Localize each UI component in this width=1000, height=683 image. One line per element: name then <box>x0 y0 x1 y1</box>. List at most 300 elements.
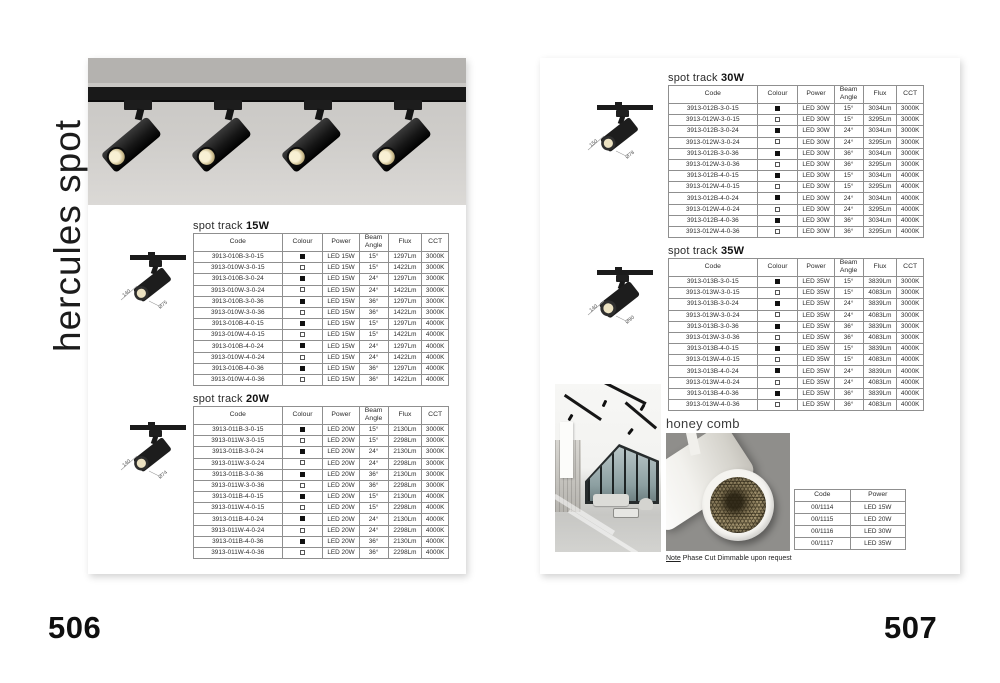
flux-cell: 2130Lm <box>388 469 422 480</box>
power-cell: LED 15W <box>323 285 359 296</box>
colour-cell <box>282 424 323 435</box>
power-cell: LED 15W <box>323 330 359 341</box>
table-row <box>194 436 449 447</box>
flux-cell: 4083Lm <box>863 288 897 299</box>
beam-cell: 15° <box>359 319 388 330</box>
colour-cell <box>757 137 798 148</box>
beam-cell: 24° <box>834 377 863 388</box>
cct-cell: 3000K <box>897 310 924 321</box>
colour-swatch-black <box>775 151 780 156</box>
colour-cell <box>757 299 798 310</box>
colour-cell <box>282 307 323 318</box>
code-cell: 3913-011B-3-0-24 <box>194 447 283 458</box>
table-row <box>669 332 924 343</box>
beam-cell: 15° <box>359 330 388 341</box>
power-cell: LED 15W <box>323 363 359 374</box>
beam-cell: 15° <box>359 263 388 274</box>
honeycomb-spot-face <box>702 469 774 541</box>
colour-cell <box>282 330 323 341</box>
data-table <box>193 233 449 386</box>
interior-column <box>560 422 573 478</box>
flux-cell: 1422Lm <box>388 352 422 363</box>
dim-diameter-label: Ø78 <box>624 149 636 161</box>
code-cell: 00/1117 <box>795 538 851 550</box>
flux-cell: 3295Lm <box>863 159 897 170</box>
table-row <box>194 263 449 274</box>
table-row <box>194 536 449 547</box>
cct-cell: 4000K <box>897 388 924 399</box>
coffee-table <box>613 508 639 518</box>
table-row <box>194 274 449 285</box>
power-cell: LED 20W <box>323 514 359 525</box>
honeycomb-product-photo <box>666 433 790 551</box>
table-row <box>194 285 449 296</box>
section-title-20w <box>193 393 269 405</box>
section-title-prefix: spot track <box>668 245 718 257</box>
code-cell: 3913-012W-3-0-24 <box>669 137 758 148</box>
spotlight-lens <box>283 143 311 171</box>
colour-cell <box>757 310 798 321</box>
column-header: Flux <box>863 86 897 104</box>
column-header: Flux <box>388 407 422 425</box>
colour-cell <box>282 536 323 547</box>
beam-cell: 36° <box>834 159 863 170</box>
column-header: Power <box>323 234 359 252</box>
column-header: Code <box>669 86 758 104</box>
flux-cell: 3839Lm <box>863 276 897 287</box>
code-cell: 3913-013W-3-0-15 <box>669 288 758 299</box>
colour-swatch-black <box>775 218 780 223</box>
cct-cell: 4000K <box>422 375 449 386</box>
colour-swatch-white <box>300 550 305 555</box>
power-cell: LED 15W <box>323 352 359 363</box>
power-cell: LED 30W <box>798 159 834 170</box>
colour-cell <box>757 227 798 238</box>
flux-cell: 1422Lm <box>388 330 422 341</box>
table-row <box>194 548 449 559</box>
beam-cell: 15° <box>834 115 863 126</box>
cct-cell: 3000K <box>897 288 924 299</box>
column-header: Flux <box>863 259 897 277</box>
power-cell: LED 30W <box>798 215 834 226</box>
table-row <box>669 366 924 377</box>
cct-cell: 3000K <box>897 137 924 148</box>
spotlight-lens <box>103 143 131 171</box>
application-photo-interior <box>555 384 661 552</box>
flux-cell: 2130Lm <box>388 514 422 525</box>
table-row <box>194 480 449 491</box>
flux-cell: 1297Lm <box>388 274 422 285</box>
colour-cell <box>282 319 323 330</box>
power-cell: LED 20W <box>323 447 359 458</box>
colour-swatch-black <box>300 516 305 521</box>
flux-cell: 2130Lm <box>388 447 422 458</box>
cct-cell: 3000K <box>897 276 924 287</box>
section-title-power: 15W <box>245 220 270 232</box>
colour-swatch-white <box>775 357 780 362</box>
cct-cell: 4000K <box>422 352 449 363</box>
power-cell: LED 20W <box>323 536 359 547</box>
table-row <box>194 341 449 352</box>
flux-cell: 3839Lm <box>863 366 897 377</box>
beam-cell: 15° <box>359 503 388 514</box>
table-row <box>669 310 924 321</box>
flux-cell: 2298Lm <box>388 436 422 447</box>
note-label: Note <box>666 555 681 562</box>
flux-cell: 3295Lm <box>863 182 897 193</box>
cct-cell: 4000K <box>897 182 924 193</box>
power-cell: LED 20W <box>323 480 359 491</box>
cct-cell: 3000K <box>897 299 924 310</box>
product-icon-15w <box>118 250 194 312</box>
table-row <box>194 458 449 469</box>
column-header: CCT <box>897 259 924 277</box>
code-cell: 3913-011B-4-0-36 <box>194 536 283 547</box>
section-title-power: 30W <box>720 72 745 84</box>
beam-cell: 36° <box>359 307 388 318</box>
column-header: Code <box>795 490 851 502</box>
cct-cell: 4000K <box>897 344 924 355</box>
cct-cell: 3000K <box>422 469 449 480</box>
table-row <box>194 424 449 435</box>
column-header: Beam Angle <box>834 259 863 277</box>
column-header: Colour <box>282 234 323 252</box>
spec-table-30w <box>668 85 924 238</box>
cct-cell: 4000K <box>422 536 449 547</box>
code-cell: 3913-011W-3-0-24 <box>194 458 283 469</box>
colour-cell <box>757 215 798 226</box>
colour-swatch-black <box>300 321 305 326</box>
spotlight-body <box>281 116 342 173</box>
honeycomb-mesh <box>710 477 766 533</box>
flux-cell: 2298Lm <box>388 503 422 514</box>
column-header: CCT <box>422 234 449 252</box>
colour-swatch-black <box>300 449 305 454</box>
cct-cell: 3000K <box>897 332 924 343</box>
code-cell: 3913-012B-3-0-24 <box>669 126 758 137</box>
flux-cell: 1422Lm <box>388 307 422 318</box>
beam-cell: 24° <box>359 274 388 285</box>
column-header: Power <box>850 490 906 502</box>
colour-cell <box>757 321 798 332</box>
section-title-power: 35W <box>720 245 745 257</box>
colour-cell <box>757 288 798 299</box>
power-cell: LED 15W <box>323 375 359 386</box>
flux-cell: 1297Lm <box>388 296 422 307</box>
colour-cell <box>282 480 323 491</box>
beam-cell: 36° <box>834 227 863 238</box>
spotlight-fixture <box>274 98 358 198</box>
power-cell: LED 30W <box>850 526 906 538</box>
column-header: CCT <box>897 86 924 104</box>
code-cell: 3913-011B-4-0-15 <box>194 492 283 503</box>
cct-cell: 4000K <box>422 319 449 330</box>
cct-cell: 4000K <box>422 330 449 341</box>
data-table <box>668 85 924 238</box>
flux-cell: 4083Lm <box>863 355 897 366</box>
column-header: Code <box>669 259 758 277</box>
code-cell: 3913-011W-3-0-15 <box>194 436 283 447</box>
cct-cell: 4000K <box>897 377 924 388</box>
code-cell: 3913-012W-4-0-24 <box>669 204 758 215</box>
power-cell: LED 35W <box>850 538 906 550</box>
colour-cell <box>282 458 323 469</box>
power-cell: LED 35W <box>798 332 834 343</box>
colour-swatch-black <box>775 195 780 200</box>
flux-cell: 1297Lm <box>388 341 422 352</box>
power-cell: LED 35W <box>798 388 834 399</box>
page-number-left: 506 <box>48 610 102 645</box>
flux-cell: 3839Lm <box>863 321 897 332</box>
table-row <box>669 204 924 215</box>
beam-cell: 15° <box>834 288 863 299</box>
column-header: Power <box>798 86 834 104</box>
flux-cell: 3034Lm <box>863 126 897 137</box>
colour-cell <box>757 126 798 137</box>
column-header: Beam Angle <box>359 407 388 425</box>
colour-swatch-black <box>300 427 305 432</box>
power-cell: LED 35W <box>798 276 834 287</box>
colour-cell <box>282 363 323 374</box>
data-table <box>668 258 924 411</box>
spotlight-body <box>191 116 252 173</box>
colour-swatch-white <box>775 380 780 385</box>
power-cell: LED 20W <box>323 503 359 514</box>
dim-length-label: 140 <box>588 303 599 314</box>
table-row <box>669 388 924 399</box>
beam-cell: 36° <box>834 332 863 343</box>
flux-cell: 2298Lm <box>388 525 422 536</box>
colour-cell <box>282 436 323 447</box>
cct-cell: 3000K <box>422 436 449 447</box>
colour-swatch-black <box>300 299 305 304</box>
flux-cell: 1422Lm <box>388 375 422 386</box>
table-row <box>669 103 924 114</box>
beam-cell: 36° <box>359 536 388 547</box>
beam-cell: 24° <box>834 126 863 137</box>
spotlight-lens <box>193 143 221 171</box>
power-cell: LED 35W <box>798 299 834 310</box>
power-cell: LED 35W <box>798 355 834 366</box>
power-cell: LED 20W <box>323 424 359 435</box>
table-row <box>194 492 449 503</box>
power-cell: LED 15W <box>323 307 359 318</box>
power-cell: LED 15W <box>323 274 359 285</box>
section-title-prefix: spot track <box>668 72 718 84</box>
section-title-35w <box>668 245 744 257</box>
colour-swatch-white <box>775 207 780 212</box>
spotlight-fixture <box>94 98 178 198</box>
spotlight-fixture <box>184 98 268 198</box>
colour-cell <box>282 263 323 274</box>
colour-swatch-white <box>300 438 305 443</box>
power-cell: LED 30W <box>798 171 834 182</box>
code-cell: 3913-011B-4-0-24 <box>194 514 283 525</box>
cct-cell: 3000K <box>422 447 449 458</box>
cct-cell: 3000K <box>897 321 924 332</box>
code-cell: 3913-013W-4-0-36 <box>669 400 758 411</box>
colour-swatch-black <box>300 254 305 259</box>
table-row <box>669 344 924 355</box>
beam-cell: 24° <box>834 193 863 204</box>
beam-cell: 36° <box>359 480 388 491</box>
code-cell: 3913-013B-4-0-36 <box>669 388 758 399</box>
section-title-power: 20W <box>245 393 270 405</box>
power-cell: LED 35W <box>798 377 834 388</box>
cct-cell: 3000K <box>897 159 924 170</box>
colour-cell <box>757 204 798 215</box>
table-row <box>194 375 449 386</box>
colour-cell <box>282 296 323 307</box>
table-row <box>194 296 449 307</box>
code-cell: 3913-010W-4-0-36 <box>194 375 283 386</box>
beam-cell: 15° <box>834 103 863 114</box>
honeycomb-table <box>794 489 906 550</box>
colour-cell <box>757 193 798 204</box>
code-cell: 3913-013B-4-0-24 <box>669 366 758 377</box>
column-header: Code <box>194 407 283 425</box>
table-row <box>669 321 924 332</box>
colour-swatch-white <box>300 528 305 533</box>
colour-swatch-black <box>300 366 305 371</box>
dim-diameter-label: Ø90 <box>624 314 636 326</box>
beam-cell: 36° <box>834 215 863 226</box>
colour-swatch-white <box>775 402 780 407</box>
spotlight-body <box>371 116 432 173</box>
beam-cell: 24° <box>359 447 388 458</box>
code-cell: 3913-012B-4-0-15 <box>669 171 758 182</box>
column-header: CCT <box>422 407 449 425</box>
colour-cell <box>757 276 798 287</box>
code-cell: 3913-012W-3-0-15 <box>669 115 758 126</box>
colour-swatch-white <box>775 229 780 234</box>
table-row <box>194 352 449 363</box>
code-cell: 00/1116 <box>795 526 851 538</box>
beam-cell: 36° <box>359 375 388 386</box>
colour-cell <box>282 352 323 363</box>
code-cell: 3913-012B-3-0-15 <box>669 103 758 114</box>
colour-cell <box>757 115 798 126</box>
beam-cell: 36° <box>834 148 863 159</box>
code-cell: 3913-012B-3-0-36 <box>669 148 758 159</box>
beam-cell: 15° <box>834 355 863 366</box>
flux-cell: 3839Lm <box>863 344 897 355</box>
cct-cell: 4000K <box>422 503 449 514</box>
colour-cell <box>282 492 323 503</box>
power-cell: LED 20W <box>323 548 359 559</box>
table-row <box>194 307 449 318</box>
colour-swatch-black <box>300 494 305 499</box>
beam-cell: 24° <box>359 525 388 536</box>
column-header: Power <box>798 259 834 277</box>
beam-cell: 36° <box>834 400 863 411</box>
table-row <box>669 215 924 226</box>
flux-cell: 3034Lm <box>863 171 897 182</box>
colour-cell <box>757 182 798 193</box>
colour-cell <box>282 548 323 559</box>
power-cell: LED 30W <box>798 227 834 238</box>
table-row <box>795 502 906 514</box>
table-row <box>669 159 924 170</box>
power-cell: LED 20W <box>323 436 359 447</box>
code-cell: 3913-010B-4-0-15 <box>194 319 283 330</box>
colour-cell <box>282 274 323 285</box>
power-cell: LED 20W <box>323 525 359 536</box>
flux-cell: 1297Lm <box>388 251 422 262</box>
code-cell: 3913-011W-4-0-36 <box>194 548 283 559</box>
column-header: Colour <box>757 86 798 104</box>
cct-cell: 4000K <box>422 492 449 503</box>
code-cell: 3913-011W-4-0-15 <box>194 503 283 514</box>
code-cell: 3913-012W-4-0-15 <box>669 182 758 193</box>
power-cell: LED 30W <box>798 193 834 204</box>
flux-cell: 2298Lm <box>388 458 422 469</box>
table-row <box>669 137 924 148</box>
data-table <box>794 489 906 550</box>
power-cell: LED 20W <box>323 469 359 480</box>
flux-cell: 1422Lm <box>388 285 422 296</box>
code-cell: 3913-011B-3-0-15 <box>194 424 283 435</box>
flux-cell: 3034Lm <box>863 103 897 114</box>
spotlight-body <box>101 116 162 173</box>
power-cell: LED 30W <box>798 103 834 114</box>
table-row <box>669 115 924 126</box>
table-row <box>194 469 449 480</box>
colour-cell <box>282 285 323 296</box>
beam-cell: 15° <box>834 182 863 193</box>
power-cell: LED 30W <box>798 137 834 148</box>
colour-swatch-white <box>300 265 305 270</box>
product-icon-35w <box>585 265 661 327</box>
flux-cell: 1422Lm <box>388 263 422 274</box>
power-cell: LED 30W <box>798 115 834 126</box>
table-row <box>669 193 924 204</box>
code-cell: 3913-013B-3-0-36 <box>669 321 758 332</box>
cct-cell: 4000K <box>422 341 449 352</box>
colour-swatch-black <box>775 368 780 373</box>
code-cell: 3913-013W-3-0-36 <box>669 332 758 343</box>
colour-cell <box>282 525 323 536</box>
beam-cell: 15° <box>359 251 388 262</box>
table-row <box>795 538 906 550</box>
cct-cell: 3000K <box>422 274 449 285</box>
colour-swatch-white <box>300 483 305 488</box>
power-cell: LED 35W <box>798 310 834 321</box>
cct-cell: 3000K <box>422 424 449 435</box>
power-cell: LED 15W <box>323 296 359 307</box>
cct-cell: 4000K <box>422 514 449 525</box>
table-row <box>669 400 924 411</box>
code-cell: 3913-013W-3-0-24 <box>669 310 758 321</box>
code-cell: 00/1114 <box>795 502 851 514</box>
power-cell: LED 35W <box>798 288 834 299</box>
power-cell: LED 30W <box>798 126 834 137</box>
note-text: Phase Cut Dimmable upon request <box>682 555 792 562</box>
colour-cell <box>757 332 798 343</box>
code-cell: 3913-012B-4-0-36 <box>669 215 758 226</box>
cct-cell: 4000K <box>897 227 924 238</box>
colour-cell <box>282 469 323 480</box>
flux-cell: 1297Lm <box>388 319 422 330</box>
data-table <box>193 406 449 559</box>
code-cell: 3913-011B-3-0-36 <box>194 469 283 480</box>
ceiling-spot <box>627 428 634 435</box>
cct-cell: 4000K <box>897 400 924 411</box>
power-cell: LED 20W <box>850 514 906 526</box>
beam-cell: 15° <box>834 344 863 355</box>
colour-cell <box>757 171 798 182</box>
cct-cell: 4000K <box>422 363 449 374</box>
